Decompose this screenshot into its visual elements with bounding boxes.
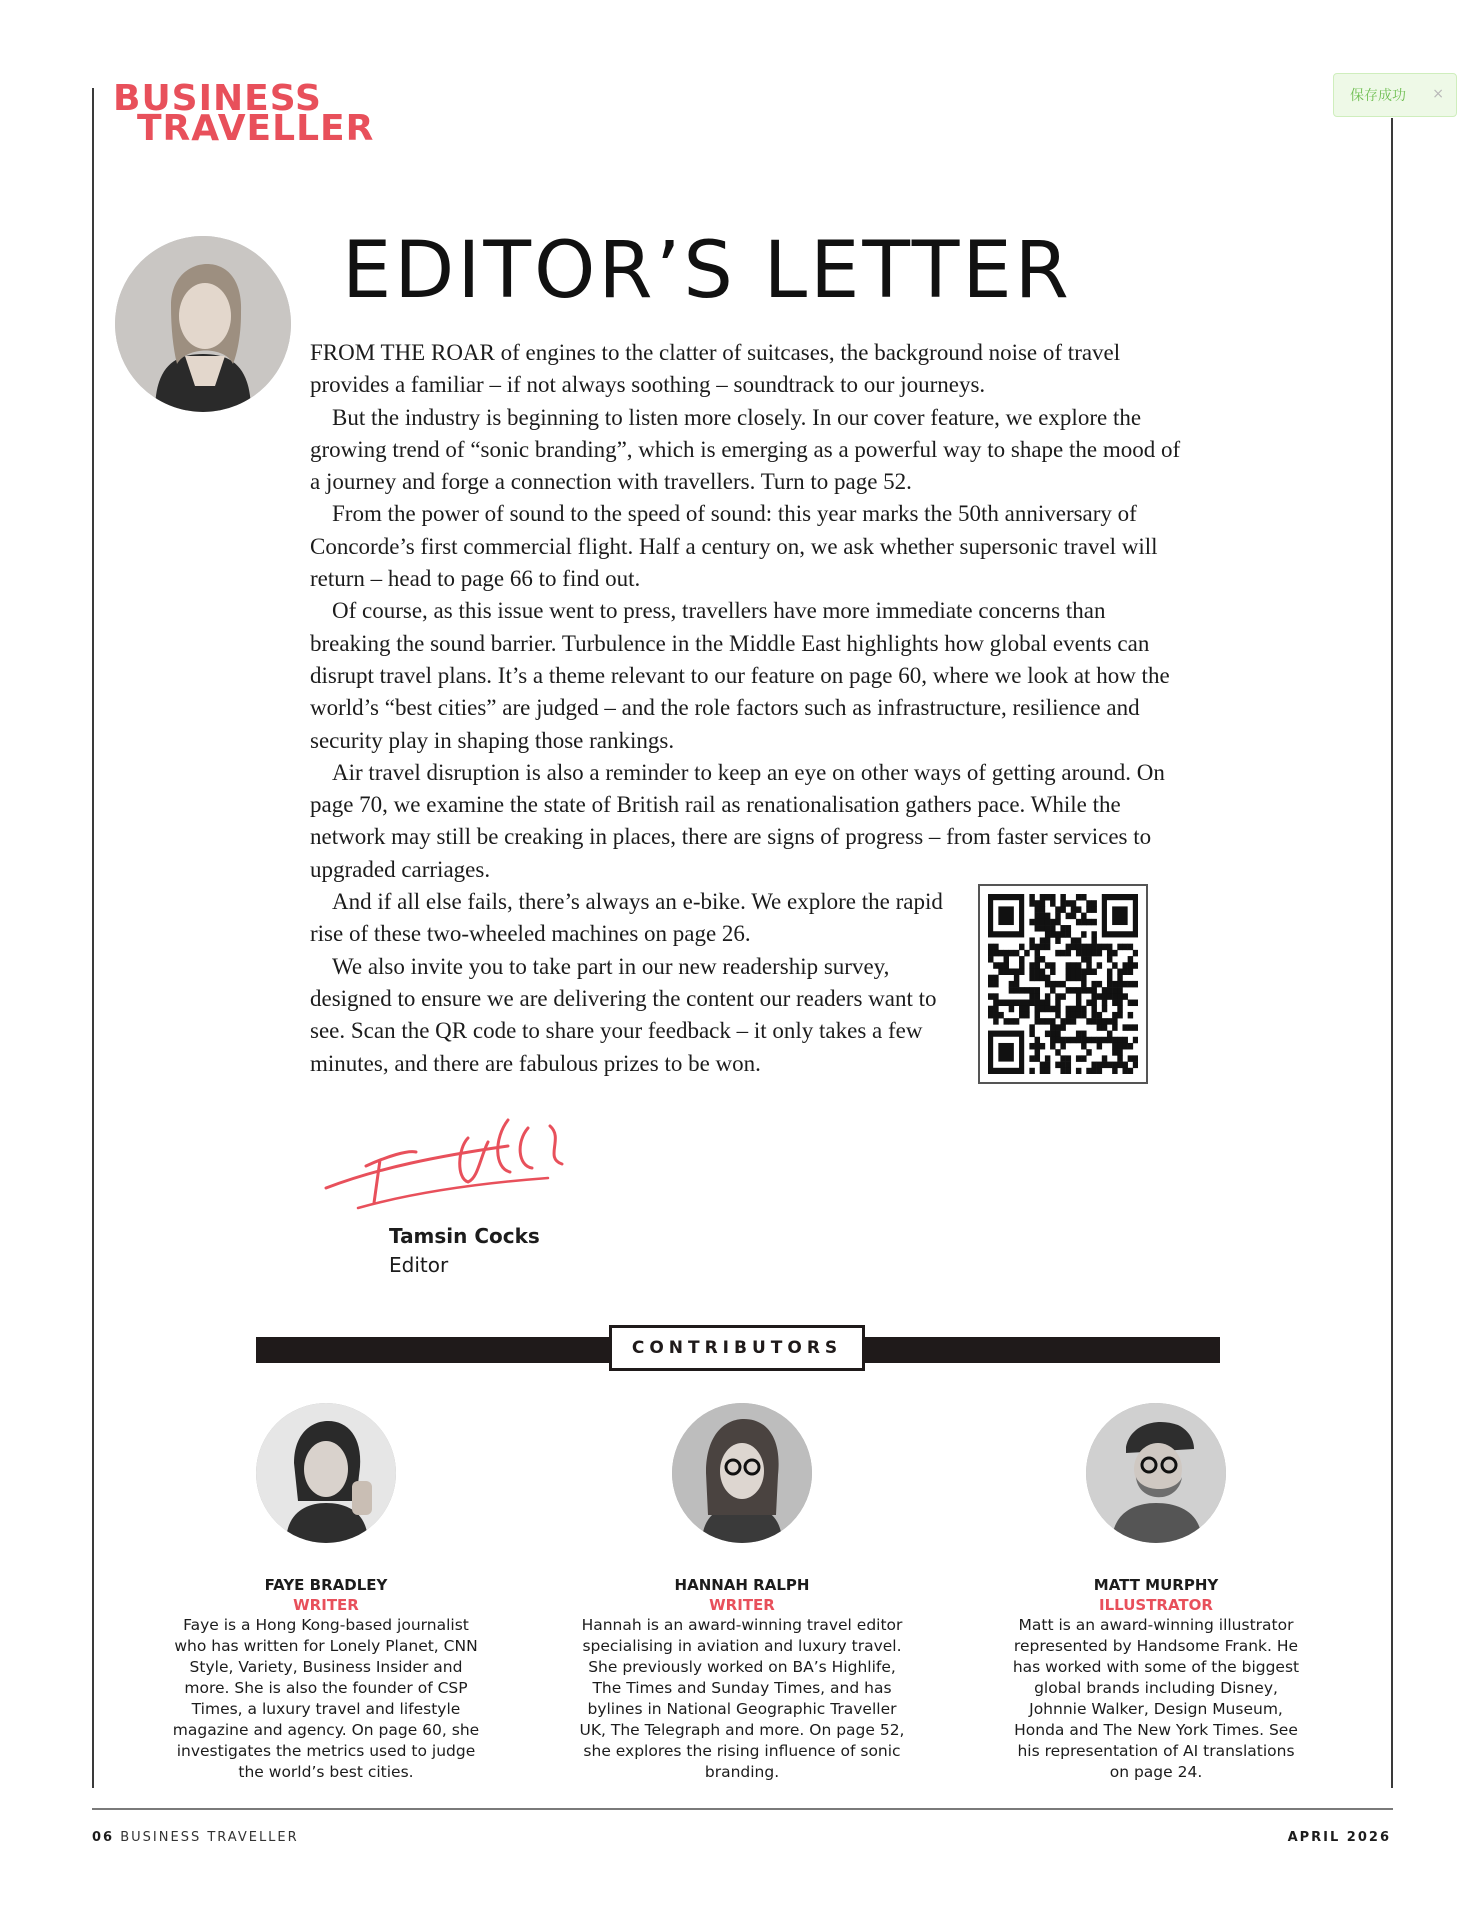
contributor-name: MATT MURPHY [1093,1576,1219,1594]
letter-paragraph: Of course, as this issue went to press, travellers have more immediate concerns than breaking the sound barrier. Turbulence in the Middle East highlights how global events can disrupt travel plans. It’s a theme relevant to our feature on page 60, where we look at how the world’s “best cities” are judged – and the role factors such as infrastructure, resilience and security play in shaping those rankings. [310,598,1170,753]
survey-qr-code[interactable] [978,884,1148,1084]
editor-signature [318,1108,588,1218]
contributor-card [986,1403,1326,1783]
close-icon[interactable]: × [1432,86,1444,102]
page-frame-bottom [92,1808,1393,1810]
page-frame-right [1391,118,1393,1788]
editor-portrait [115,236,291,412]
letter-paragraph: Air travel disruption is also a reminder to keep an eye on other ways of getting around. On page 70, we examine the state of British rail as renationalisation gathers pace. While the network may still be creaking in places, there are signs of progress – from faster services to upgraded carriages. [310,759,1165,882]
contributor-name: FAYE BRADLEY [264,1576,388,1594]
contributor-photo [672,1403,812,1543]
logo-line-1: BUSINESS [113,78,322,119]
contributor-photo [1086,1403,1226,1543]
business-traveller-logo [113,78,375,149]
contributor-bio: Hannah is an award-winning travel editor specialising in aviation and luxury travel. She previously worked on BA’s Highlife, The Times and Sunday Times, and has bylines in National Geographic Traveller UK, The Telegraph and more. On page 52, she explores the rising influence of sonic branding. [579,1616,905,1781]
letter-paragraph: FROM THE ROAR of engines to the clatter of suitcases, the background noise of travel provides a familiar – if not always soothing – soundtrack to our journeys. [310,340,1121,398]
toast-message: 保存成功 [1350,88,1406,104]
letter-paragraph: But the industry is beginning to listen more closely. In our cover feature, we explore the growing trend of “sonic branding”, which is emerging as a powerful way to shape the mood of a journey and forge a connection with travellers. Turn to page 52. [310,404,1181,495]
editor-name: Tamsin Cocks [389,1224,540,1248]
save-success-toast [1333,73,1457,117]
letter-paragraph: From the power of sound to the speed of sound: this year marks the 50th anniversary of Concorde’s first commercial flight. Half a century on, we ask whether supersonic travel will return – head to page 66 to find out. [310,501,1158,592]
contributor-card [156,1403,496,1783]
editor-role: Editor [389,1253,449,1277]
page-frame-left [92,88,94,1788]
letter-paragraph: And if all else fails, there’s always an e-bike. We explore the rapid rise of these two-wheeled machines on page 26. [310,889,943,947]
issue-date: APRIL 2026 [1287,1830,1391,1845]
page-title: EDITOR’S LETTER [342,226,1072,316]
contributor-name: HANNAH RALPH [674,1576,810,1594]
logo-line-2: TRAVELLER [137,107,375,149]
contributor-bio: Faye is a Hong Kong-based journalist who has written for Lonely Planet, CNN Style, Variety, Business Insider and more. She is also the founder of CSP Times, a luxury travel and lifestyle magazine and agency. On page 60, she investigates the metrics used to judge the world’s best cities. [172,1616,480,1781]
contributors-heading: CONTRIBUTORS [609,1325,865,1371]
footer-folio [92,1830,299,1845]
letter-paragraph: We also invite you to take part in our new readership survey, designed to ensure we are delivering the content our readers want to see. Scan the QR code to share your feedback – it only takes a few minutes, and there are fabulous prizes to be won. [310,953,937,1076]
contributor-card [572,1403,912,1783]
contributor-photo [256,1403,396,1543]
contributor-role: WRITER [293,1596,359,1614]
contributor-role: WRITER [709,1596,775,1614]
contributor-bio: Matt is an award-winning illustrator represented by Handsome Frank. He has worked with some of the biggest global brands including Disney, Johnnie Walker, Design Museum, Honda and The New York Times. See his representation of AI translations on page 24. [1012,1616,1300,1781]
page-number: 06 [92,1830,115,1845]
contributor-role: ILLUSTRATOR [1099,1596,1213,1614]
footer-publication: BUSINESS TRAVELLER [120,1830,299,1845]
